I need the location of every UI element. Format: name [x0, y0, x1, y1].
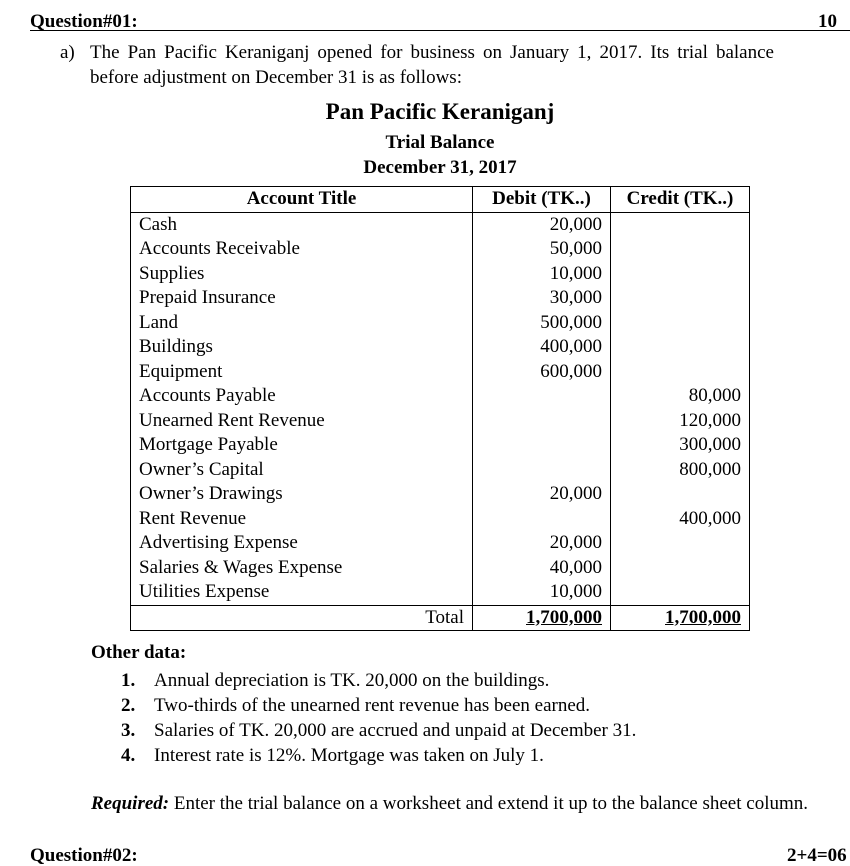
table-row [131, 409, 750, 434]
table-row [131, 482, 750, 507]
account-title-cell: Rent Revenue [131, 507, 473, 532]
list-item-number: 2. [121, 695, 136, 716]
table-row [131, 311, 750, 336]
list-item-text: Interest rate is 12%. Mortgage was taken on July 1. [154, 745, 544, 766]
credit-cell [611, 237, 750, 262]
header-credit: Credit (TK..) [611, 187, 750, 213]
list-item-number: 1. [121, 670, 136, 691]
header-account-title: Account Title [131, 187, 473, 213]
debit-cell [473, 433, 611, 458]
list-item-text: Salaries of TK. 20,000 are accrued and unpaid at December 31. [154, 720, 637, 741]
table-row [131, 335, 750, 360]
account-title-cell: Supplies [131, 262, 473, 287]
question-2-marks: 2+4=06 [787, 845, 847, 866]
table-row [131, 212, 750, 237]
list-item-number: 3. [121, 720, 136, 741]
account-title-cell: Land [131, 311, 473, 336]
question-2-title: Question#02: [30, 845, 138, 866]
company-name: Pan Pacific Keraniganj [325, 99, 555, 124]
account-title-cell: Buildings [131, 335, 473, 360]
table-row [131, 286, 750, 311]
total-debit: 1,700,000 [473, 605, 611, 631]
debit-cell: 50,000 [473, 237, 611, 262]
account-title-cell: Mortgage Payable [131, 433, 473, 458]
list-item-number: 4. [121, 745, 136, 766]
credit-cell [611, 262, 750, 287]
account-title-cell: Cash [131, 212, 473, 237]
debit-cell [473, 384, 611, 409]
header-debit: Debit (TK..) [473, 187, 611, 213]
table-row [131, 237, 750, 262]
statement-name: Trial Balance [385, 132, 495, 153]
required-paragraph [91, 791, 831, 816]
question-1-header [30, 6, 850, 31]
account-title-cell: Owner’s Drawings [131, 482, 473, 507]
debit-cell: 20,000 [473, 212, 611, 237]
account-title-cell: Prepaid Insurance [131, 286, 473, 311]
account-title-cell: Equipment [131, 360, 473, 385]
debit-cell: 20,000 [473, 531, 611, 556]
list-item-text: Two-thirds of the unearned rent revenue has been earned. [154, 695, 591, 716]
total-label: Total [131, 605, 473, 631]
credit-cell: 300,000 [611, 433, 750, 458]
debit-cell: 10,000 [473, 262, 611, 287]
table-row [131, 433, 750, 458]
trial-balance-table [130, 186, 750, 631]
question-1-marks: 10 [818, 11, 837, 32]
account-title-cell: Advertising Expense [131, 531, 473, 556]
debit-cell: 40,000 [473, 556, 611, 581]
total-credit: 1,700,000 [611, 605, 750, 631]
list-item-text: Annual depreciation is TK. 20,000 on the buildings. [154, 670, 550, 691]
credit-cell: 800,000 [611, 458, 750, 483]
table-row [131, 556, 750, 581]
account-title-cell: Utilities Expense [131, 580, 473, 605]
table-row [131, 384, 750, 409]
credit-cell [611, 360, 750, 385]
debit-cell: 10,000 [473, 580, 611, 605]
question-1-title: Question#01: [30, 11, 138, 32]
debit-cell [473, 507, 611, 532]
credit-cell: 400,000 [611, 507, 750, 532]
credit-cell: 120,000 [611, 409, 750, 434]
credit-cell [611, 212, 750, 237]
statement-date: December 31, 2017 [363, 157, 517, 178]
table-header-row [131, 187, 750, 213]
account-title-cell: Accounts Receivable [131, 237, 473, 262]
intro-line-2: before adjustment on December 31 is as follows: [90, 67, 462, 88]
credit-cell [611, 335, 750, 360]
required-text: Enter the trial balance on a worksheet and extend it up to the balance sheet column. [169, 793, 809, 814]
debit-cell [473, 458, 611, 483]
table-row [131, 262, 750, 287]
intro-line-1: The Pan Pacific Keraniganj opened for business on January 1, 2017. Its trial balance [90, 42, 774, 63]
credit-cell: 80,000 [611, 384, 750, 409]
other-data-list [121, 668, 636, 768]
debit-cell: 500,000 [473, 311, 611, 336]
credit-cell [611, 556, 750, 581]
table-row [131, 580, 750, 605]
list-item [121, 743, 636, 768]
debit-cell: 600,000 [473, 360, 611, 385]
table-row [131, 458, 750, 483]
debit-cell: 400,000 [473, 335, 611, 360]
credit-cell [611, 482, 750, 507]
debit-cell: 30,000 [473, 286, 611, 311]
debit-cell [473, 409, 611, 434]
question-2-header [30, 846, 850, 866]
list-item [121, 718, 636, 743]
table-row [131, 507, 750, 532]
credit-cell [611, 531, 750, 556]
part-marker: a) [60, 42, 75, 63]
account-title-cell: Salaries & Wages Expense [131, 556, 473, 581]
list-item [121, 693, 636, 718]
table-row [131, 531, 750, 556]
account-title-cell: Unearned Rent Revenue [131, 409, 473, 434]
table-row [131, 360, 750, 385]
credit-cell [611, 286, 750, 311]
other-data-heading: Other data: [91, 642, 187, 663]
table-body [131, 212, 750, 631]
credit-cell [611, 311, 750, 336]
account-title-cell: Accounts Payable [131, 384, 473, 409]
credit-cell [611, 580, 750, 605]
debit-cell: 20,000 [473, 482, 611, 507]
total-row [131, 605, 750, 631]
account-title-cell: Owner’s Capital [131, 458, 473, 483]
required-label: Required: [91, 793, 170, 814]
list-item [121, 668, 636, 693]
